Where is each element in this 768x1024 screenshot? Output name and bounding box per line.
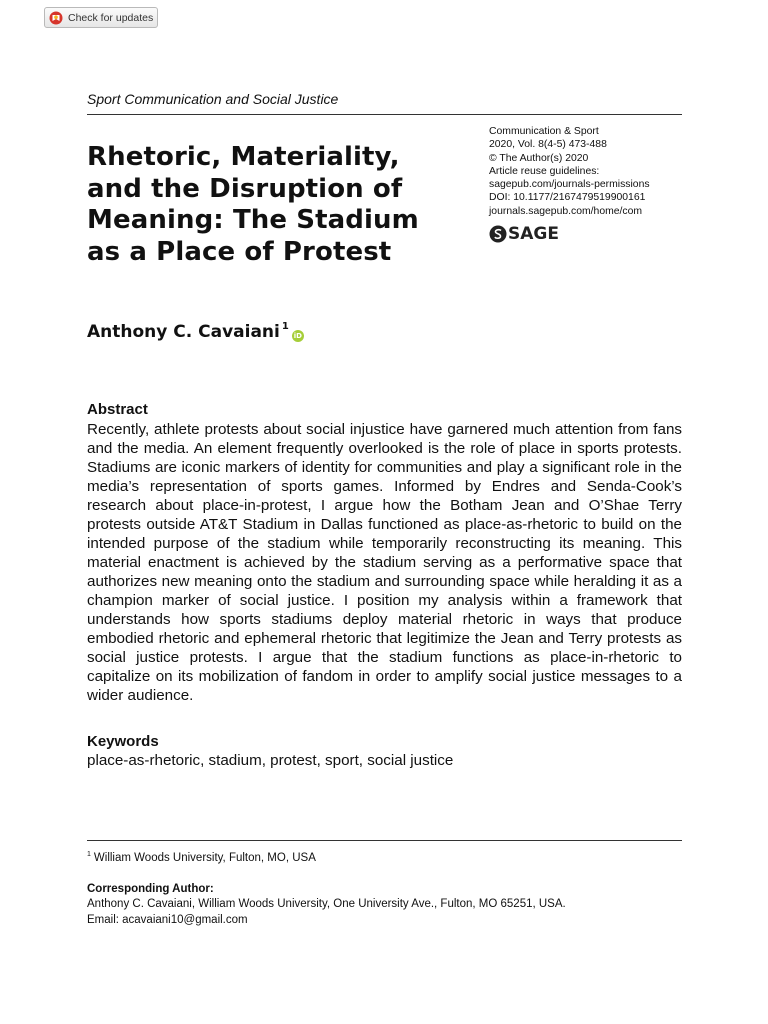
sage-mark-icon (489, 225, 507, 243)
sage-logo (489, 224, 559, 244)
copyright: © The Author(s) 2020 (489, 152, 589, 164)
check-for-updates-button[interactable] (44, 7, 158, 28)
author-name: Anthony C. Cavaiani (87, 322, 280, 342)
header-rule (87, 114, 682, 115)
footnote-marker: 1 (87, 851, 91, 858)
abstract-heading: Abstract (87, 401, 148, 418)
corresponding-author-address: Anthony C. Cavaiani, William Woods University, One University Ave., Fulton, MO 65251, USA. (87, 898, 566, 910)
footnote-text: William Woods University, Fulton, MO, USA (93, 851, 316, 864)
journal-section-line: Sport Communication and Social Justice (87, 91, 339, 107)
title-line: as a Place of Protest (87, 236, 392, 267)
footnote-affiliation (87, 851, 316, 864)
sage-wordmark: SAGE (508, 224, 559, 244)
journal-name: Communication & Sport (489, 126, 599, 137)
permissions-link[interactable]: sagepub.com/journals-permissions (489, 179, 650, 191)
journal-metadata (489, 125, 689, 218)
crossmark-icon (49, 11, 63, 25)
volume-info: 2020, Vol. 8(4-5) 473-488 (489, 139, 607, 151)
affiliation-marker: 1 (281, 321, 289, 332)
footnote-rule (87, 840, 682, 841)
reuse-heading: Article reuse guidelines: (489, 165, 600, 177)
abstract-text: Recently, athlete protests about social injustice have garnered much attention from fans and the media. An element frequently overlooked is the role of place in sports protests. Stadiums are iconic markers of identity for communities and play a significant role in the media’s representation of sports games. Informed by Endres and Senda-Cook’s research about place-in-protest, I argue how the Botham Jean and O’Shae Terry protests outside AT&T Stadium in Dallas functioned as place-as-rhetoric to build on the intended purpose of the stadium while temporarily reconstructing its meaning. This material enactment is achieved by the stadium serving as a performative space that authorizes new meaning onto the stadium and surrounding space while heralding it as a champion marker of social justice. I position my analysis within a framework that understands how sports stadiums deploy material rhetoric in ways that produce embodied rhetoric and ephemeral rhetoric that legitimize the Jean and Terry protests as social justice protests. I argue that the stadium functions as place-in-rhetoric to capitalize on its mobilization of fandom in order to amplify social justice messages to a wider audience. (87, 421, 682, 704)
author-line (87, 322, 304, 342)
check-for-updates-label: Check for updates (68, 11, 154, 24)
journal-homepage-link[interactable]: journals.sagepub.com/home/com (489, 205, 643, 217)
keywords-heading: Keywords (87, 733, 159, 750)
title-line: Rhetoric, Materiality, (87, 142, 400, 172)
corresponding-author-email[interactable]: Email: acavaiani10@gmail.com (87, 914, 248, 926)
title-line: Meaning: The Stadium (87, 205, 419, 235)
keywords-text: place-as-rhetoric, stadium, protest, sport, social justice (87, 752, 454, 769)
article-title (87, 142, 459, 268)
doi[interactable]: DOI: 10.1177/2167479519900161 (489, 192, 646, 204)
orcid-icon[interactable]: iD (293, 332, 302, 340)
corresponding-author-heading: Corresponding Author: (87, 883, 214, 895)
title-line: and the Disruption of (87, 173, 403, 204)
